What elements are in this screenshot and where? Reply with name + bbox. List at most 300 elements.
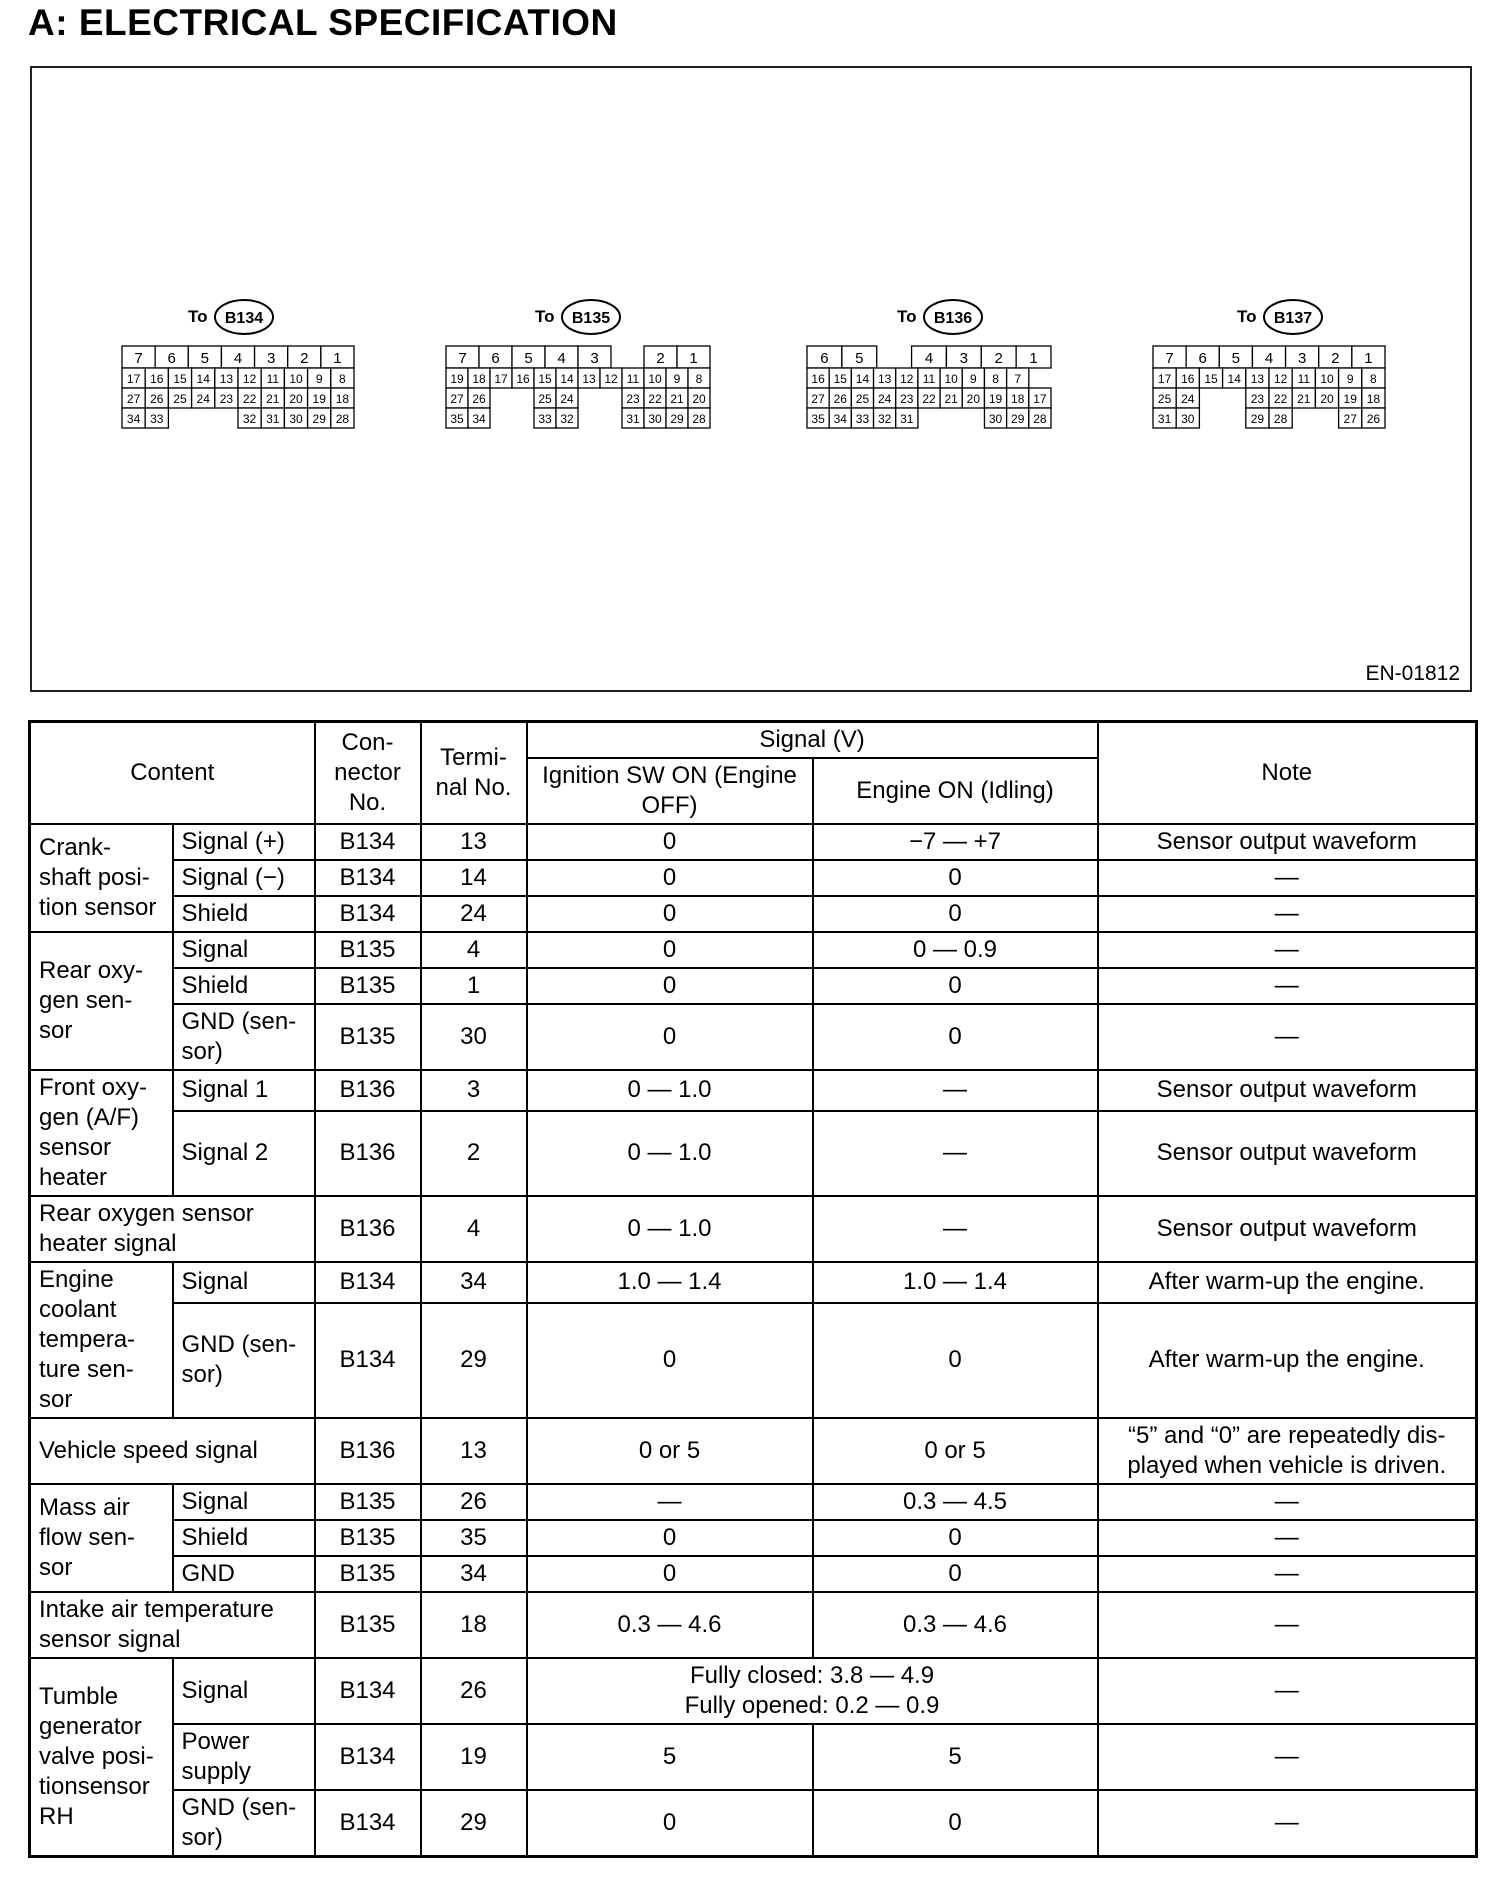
pin-number: 23 xyxy=(1250,392,1265,406)
connector-cell: B135 xyxy=(315,1520,421,1556)
pin-number: 19 xyxy=(1343,392,1357,406)
engine-on-cell: −7 — +7 xyxy=(813,824,1098,860)
ignition-on-cell: 0 xyxy=(527,932,813,968)
pin-number: 14 xyxy=(196,372,210,386)
pin-number: 25 xyxy=(855,392,870,406)
pin-number: 14 xyxy=(1227,372,1241,386)
table-row xyxy=(30,968,1477,1004)
pin-number: 29 xyxy=(1011,412,1025,426)
connector-cell: B134 xyxy=(315,860,421,896)
engine-on-cell: — xyxy=(813,1111,1098,1197)
pin-number: 15 xyxy=(833,372,847,386)
terminal-cell: 18 xyxy=(421,1592,527,1658)
pin-number: 13 xyxy=(1250,372,1265,386)
connector-id: B135 xyxy=(571,310,611,327)
pin-number: 9 xyxy=(970,372,977,386)
sub-content-cell: Power supply xyxy=(173,1724,315,1790)
pin-number: 18 xyxy=(472,372,486,386)
connector-cell: B136 xyxy=(315,1070,421,1111)
terminal-cell: 34 xyxy=(421,1262,527,1303)
ignition-on-cell: 0.3 — 4.6 xyxy=(527,1592,813,1658)
pin-number: 7 xyxy=(134,350,143,367)
pin-number: 16 xyxy=(516,372,530,386)
pin-number: 17 xyxy=(1033,392,1047,406)
table-row xyxy=(30,1520,1477,1556)
pin-number: 17 xyxy=(1157,372,1172,386)
ignition-on-cell: 0 xyxy=(527,860,813,896)
pin-number: 17 xyxy=(494,372,508,386)
pin-number: 23 xyxy=(900,392,914,406)
pin-number: 22 xyxy=(922,392,936,406)
connector-cell: B134 xyxy=(315,1790,421,1857)
table-row xyxy=(30,1724,1477,1790)
terminal-cell: 13 xyxy=(421,1418,527,1484)
engine-on-cell: 0 — 0.9 xyxy=(813,932,1098,968)
engine-on-cell: 0 xyxy=(813,1520,1098,1556)
table-row xyxy=(30,1070,1477,1111)
table-row xyxy=(30,1556,1477,1592)
sub-content-cell: GND (sen- sor) xyxy=(173,1303,315,1418)
pin-number: 4 xyxy=(233,350,243,367)
pin-number: 20 xyxy=(966,392,981,406)
terminal-cell: 4 xyxy=(421,1196,527,1262)
content-cell: Mass air flow sen- sor xyxy=(30,1484,173,1592)
pin-number: 6 xyxy=(820,350,829,367)
note-cell: Sensor output waveform xyxy=(1098,824,1477,860)
merged-signal-line: Fully opened: 0.2 — 0.9 xyxy=(684,1692,940,1719)
table-row xyxy=(30,824,1477,860)
pin-number: 6 xyxy=(491,350,500,367)
pin-number: 16 xyxy=(1181,372,1195,386)
ignition-on-cell: 0 — 1.0 xyxy=(527,1196,813,1262)
terminal-cell: 19 xyxy=(421,1724,527,1790)
note-cell: — xyxy=(1098,1520,1477,1556)
pin-number: 26 xyxy=(472,392,486,406)
table-row xyxy=(30,932,1477,968)
connector-cell: B136 xyxy=(315,1418,421,1484)
connector-b134 xyxy=(122,300,354,428)
pin-number: 28 xyxy=(692,412,706,426)
sub-content-cell: GND xyxy=(173,1556,315,1592)
connector-diagram-svg xyxy=(32,68,1470,690)
terminal-cell: 30 xyxy=(421,1004,527,1070)
engine-on-cell: 5 xyxy=(813,1724,1098,1790)
pin-number: 35 xyxy=(811,412,825,426)
pin-number: 7 xyxy=(1014,372,1022,386)
pin-number: 1 xyxy=(333,350,342,367)
to-label: To xyxy=(1237,307,1257,326)
terminal-cell: 26 xyxy=(421,1658,527,1724)
engine-on-cell: 0 xyxy=(813,1556,1098,1592)
pin-number: 31 xyxy=(626,412,640,426)
sub-content-cell: Signal xyxy=(173,1658,315,1724)
connector-cell: B135 xyxy=(315,1004,421,1070)
pin-number: 3 xyxy=(1297,350,1307,367)
engine-on-cell: 0.3 — 4.5 xyxy=(813,1484,1098,1520)
note-cell: — xyxy=(1098,1592,1477,1658)
pin-number: 4 xyxy=(1264,350,1274,367)
pin-number: 26 xyxy=(150,392,164,406)
header-content: Content xyxy=(30,722,315,825)
note-cell: — xyxy=(1098,1658,1477,1724)
sub-content-cell: Signal 2 xyxy=(173,1111,315,1197)
pin-number: 1 xyxy=(689,350,698,367)
ignition-on-cell: 0 or 5 xyxy=(527,1418,813,1484)
pin-number: 9 xyxy=(1346,372,1354,386)
engine-on-cell: 0 xyxy=(813,1790,1098,1857)
pin-number: 9 xyxy=(315,372,323,386)
connector-cell: B136 xyxy=(315,1196,421,1262)
terminal-cell: 2 xyxy=(421,1111,527,1197)
pin-number: 3 xyxy=(590,350,599,367)
sub-content-cell: Shield xyxy=(173,968,315,1004)
pin-number: 25 xyxy=(538,392,552,406)
pin-number: 13 xyxy=(582,372,596,386)
pin-number: 11 xyxy=(626,372,640,386)
sub-content-cell: Signal xyxy=(173,1484,315,1520)
pin-number: 20 xyxy=(1320,392,1334,406)
table-row xyxy=(30,860,1477,896)
ignition-on-cell: 0 xyxy=(527,1004,813,1070)
pin-number: 10 xyxy=(1320,372,1334,386)
to-label: To xyxy=(535,307,555,326)
pin-number: 5 xyxy=(524,350,533,367)
pin-number: 21 xyxy=(670,392,684,406)
pin-number: 6 xyxy=(1198,350,1207,367)
note-cell: — xyxy=(1098,860,1477,896)
pin-number: 27 xyxy=(126,392,141,406)
sub-content-cell: Signal (−) xyxy=(173,860,315,896)
header-ignition-on: Ignition SW ON (Engine OFF) xyxy=(527,758,813,824)
ignition-on-cell: 1.0 — 1.4 xyxy=(527,1262,813,1303)
ignition-on-cell: 0 — 1.0 xyxy=(527,1111,813,1197)
table-row xyxy=(30,896,1477,932)
sub-content-cell: Signal (+) xyxy=(173,824,315,860)
connector-cell: B135 xyxy=(315,1556,421,1592)
connector-b136 xyxy=(807,300,1051,428)
pin-number: 21 xyxy=(266,392,280,406)
pin-number: 24 xyxy=(877,392,892,406)
pin-number: 33 xyxy=(150,412,164,426)
pin-number: 1 xyxy=(1029,350,1038,367)
pin-number: 5 xyxy=(855,350,864,367)
pin-number: 20 xyxy=(289,392,303,406)
pin-number: 34 xyxy=(833,412,847,426)
connector-cell: B134 xyxy=(315,896,421,932)
content-cell: Engine coolant tempera- ture sen- sor xyxy=(30,1262,173,1418)
pin-number: 20 xyxy=(692,392,706,406)
header-signal: Signal (V) xyxy=(527,722,1098,759)
content-cell: Vehicle speed signal xyxy=(30,1418,315,1484)
content-cell: Rear oxy- gen sen- sor xyxy=(30,932,173,1070)
spec-table-body xyxy=(30,824,1477,1857)
ignition-on-cell: 0 xyxy=(527,968,813,1004)
pin-number: 27 xyxy=(1343,412,1357,426)
pin-number: 24 xyxy=(1181,392,1195,406)
connector-id: B136 xyxy=(933,310,973,327)
content-cell: Front oxy- gen (A/F) sensor heater xyxy=(30,1070,173,1196)
table-row xyxy=(30,1004,1477,1070)
pin-number: 7 xyxy=(458,350,467,367)
pin-number: 25 xyxy=(173,392,187,406)
sub-content-cell: Signal xyxy=(173,1262,315,1303)
pin-number: 14 xyxy=(560,372,574,386)
note-cell: — xyxy=(1098,968,1477,1004)
content-cell: Crank- shaft posi- tion sensor xyxy=(30,824,173,932)
terminal-cell: 26 xyxy=(421,1484,527,1520)
pin-number: 30 xyxy=(988,412,1003,426)
terminal-cell: 13 xyxy=(421,824,527,860)
pin-number: 23 xyxy=(626,392,640,406)
connector-cell: B136 xyxy=(315,1111,421,1197)
engine-on-cell: 1.0 — 1.4 xyxy=(813,1262,1098,1303)
terminal-cell: 4 xyxy=(421,932,527,968)
pin-number: 15 xyxy=(538,372,552,386)
pin-number: 11 xyxy=(266,372,280,386)
connector-b135 xyxy=(446,300,710,428)
connector-b137 xyxy=(1153,300,1385,428)
pin-number: 8 xyxy=(695,372,703,386)
pin-number: 19 xyxy=(312,392,326,406)
pin-number: 5 xyxy=(1231,350,1241,367)
pin-number: 13 xyxy=(219,372,234,386)
note-cell: Sensor output waveform xyxy=(1098,1196,1477,1262)
pin-number: 29 xyxy=(312,412,326,426)
ignition-on-cell: 0 xyxy=(527,896,813,932)
table-row xyxy=(30,1196,1477,1262)
pin-number: 30 xyxy=(648,412,662,426)
table-row xyxy=(30,1262,1477,1303)
sub-content-cell: Shield xyxy=(173,1520,315,1556)
ignition-on-cell: 0 xyxy=(527,1520,813,1556)
note-cell: After warm-up the engine. xyxy=(1098,1262,1477,1303)
header-engine-on: Engine ON (Idling) xyxy=(813,758,1098,824)
pin-number: 21 xyxy=(944,392,958,406)
pin-number: 34 xyxy=(472,412,486,426)
note-cell: — xyxy=(1098,1556,1477,1592)
pin-number: 5 xyxy=(200,350,210,367)
pin-number: 24 xyxy=(196,392,210,406)
terminal-cell: 29 xyxy=(421,1303,527,1418)
content-cell: Tumble generator valve posi- tionsensor RH xyxy=(30,1658,173,1857)
sub-content-cell: Signal xyxy=(173,932,315,968)
terminal-cell: 1 xyxy=(421,968,527,1004)
table-row xyxy=(30,1592,1477,1658)
connector-cell: B135 xyxy=(315,932,421,968)
pin-number: 16 xyxy=(150,372,164,386)
engine-on-cell: 0 xyxy=(813,1303,1098,1418)
pin-number: 2 xyxy=(300,350,309,367)
pin-number: 6 xyxy=(167,350,176,367)
pin-number: 15 xyxy=(1204,372,1218,386)
table-row xyxy=(30,1790,1477,1857)
pin-number: 24 xyxy=(560,392,574,406)
pin-number: 9 xyxy=(673,372,681,386)
pin-number: 18 xyxy=(1366,392,1381,406)
electrical-spec-table xyxy=(28,720,1478,1858)
pin-number: 10 xyxy=(289,372,303,386)
table-row xyxy=(30,1658,1477,1724)
note-cell: — xyxy=(1098,932,1477,968)
table-row xyxy=(30,1484,1477,1520)
pin-number: 3 xyxy=(266,350,276,367)
note-cell: “5” and “0” are repeatedly dis- played when vehicle is driven. xyxy=(1098,1418,1477,1484)
pin-number: 26 xyxy=(1366,412,1381,426)
pin-number: 31 xyxy=(900,412,914,426)
pin-number: 21 xyxy=(1297,392,1311,406)
figure-code: EN-01812 xyxy=(1365,662,1460,685)
ignition-on-cell: 0 xyxy=(527,824,813,860)
pin-number: 4 xyxy=(924,350,934,367)
pin-number: 16 xyxy=(811,372,825,386)
pin-number: 29 xyxy=(670,412,684,426)
pin-number: 29 xyxy=(1250,412,1265,426)
connector-id: B134 xyxy=(224,310,264,327)
pin-number: 28 xyxy=(1273,412,1288,426)
pin-number: 32 xyxy=(560,412,574,426)
pin-number: 10 xyxy=(944,372,958,386)
sub-content-cell: GND (sen- sor) xyxy=(173,1004,315,1070)
engine-on-cell: 0 xyxy=(813,968,1098,1004)
content-cell: Intake air temperature sensor signal xyxy=(30,1592,315,1658)
note-cell: — xyxy=(1098,1724,1477,1790)
pin-number: 32 xyxy=(242,412,257,426)
pin-number: 31 xyxy=(1157,412,1172,426)
connector-cell: B134 xyxy=(315,824,421,860)
engine-on-cell: 0 xyxy=(813,860,1098,896)
pin-number: 19 xyxy=(450,372,464,386)
pin-number: 8 xyxy=(1370,372,1377,386)
merged-signal-line: Fully closed: 3.8 — 4.9 xyxy=(689,1662,935,1689)
to-label: To xyxy=(188,307,208,326)
table-row xyxy=(30,1303,1477,1418)
pin-number: 12 xyxy=(242,372,257,386)
engine-on-cell: — xyxy=(813,1196,1098,1262)
pin-number: 3 xyxy=(959,350,969,367)
pin-number: 30 xyxy=(289,412,303,426)
table-row xyxy=(30,1111,1477,1197)
pin-number: 19 xyxy=(988,392,1003,406)
pin-number: 2 xyxy=(1331,350,1340,367)
engine-on-cell: 0 or 5 xyxy=(813,1418,1098,1484)
pin-number: 28 xyxy=(335,412,350,426)
pin-number: 8 xyxy=(992,372,999,386)
pin-number: 27 xyxy=(811,392,825,406)
content-cell: Rear oxygen sensor heater signal xyxy=(30,1196,315,1262)
pin-number: 18 xyxy=(335,392,350,406)
pin-number: 32 xyxy=(877,412,892,426)
pin-number: 35 xyxy=(450,412,464,426)
pin-number: 27 xyxy=(450,392,464,406)
connector-cell: B134 xyxy=(315,1303,421,1418)
sub-content-cell: Signal 1 xyxy=(173,1070,315,1111)
pin-number: 13 xyxy=(877,372,892,386)
pin-number: 14 xyxy=(855,372,870,386)
pin-number: 22 xyxy=(1273,392,1288,406)
pin-number: 12 xyxy=(604,372,618,386)
connector-cell: B135 xyxy=(315,1484,421,1520)
connector-diagram xyxy=(30,66,1472,692)
pin-number: 33 xyxy=(855,412,870,426)
connector-cell: B135 xyxy=(315,1592,421,1658)
ignition-on-cell: 0 — 1.0 xyxy=(527,1070,813,1111)
ignition-on-cell: 0 xyxy=(527,1790,813,1857)
note-cell: — xyxy=(1098,1004,1477,1070)
pin-number: 17 xyxy=(126,372,141,386)
sub-content-cell: GND (sen- sor) xyxy=(173,1790,315,1857)
header-note: Note xyxy=(1098,722,1477,825)
ignition-on-cell: 0 xyxy=(527,1303,813,1418)
ignition-on-cell: 5 xyxy=(527,1724,813,1790)
pin-number: 15 xyxy=(173,372,187,386)
pin-number: 11 xyxy=(1297,372,1311,386)
pin-number: 7 xyxy=(1165,350,1174,367)
terminal-cell: 3 xyxy=(421,1070,527,1111)
engine-on-cell: 0 xyxy=(813,896,1098,932)
header-connector: Con- nector No. xyxy=(315,722,421,825)
pin-number: 4 xyxy=(557,350,566,367)
engine-on-cell: 0 xyxy=(813,1004,1098,1070)
note-cell: After warm-up the engine. xyxy=(1098,1303,1477,1418)
terminal-cell: 24 xyxy=(421,896,527,932)
connector-cell: B134 xyxy=(315,1658,421,1724)
connector-id: B137 xyxy=(1273,310,1313,327)
connector-cell: B135 xyxy=(315,968,421,1004)
pin-number: 11 xyxy=(922,372,936,386)
pin-number: 26 xyxy=(833,392,847,406)
note-cell: — xyxy=(1098,1484,1477,1520)
terminal-cell: 29 xyxy=(421,1790,527,1857)
note-cell: — xyxy=(1098,1790,1477,1857)
pin-number: 2 xyxy=(994,350,1003,367)
pin-number: 18 xyxy=(1011,392,1025,406)
sub-content-cell: Shield xyxy=(173,896,315,932)
pin-number: 10 xyxy=(648,372,662,386)
pin-number: 22 xyxy=(242,392,257,406)
connector-cell: B134 xyxy=(315,1262,421,1303)
pin-number: 12 xyxy=(900,372,914,386)
pin-number: 30 xyxy=(1181,412,1195,426)
ignition-on-cell: 0 xyxy=(527,1556,813,1592)
pin-number: 25 xyxy=(1157,392,1172,406)
pin-number: 1 xyxy=(1364,350,1373,367)
header-terminal: Termi- nal No. xyxy=(421,722,527,825)
pin-number: 2 xyxy=(656,350,665,367)
note-cell: Sensor output waveform xyxy=(1098,1070,1477,1111)
pin-number: 23 xyxy=(219,392,234,406)
merged-signal-cell xyxy=(527,1658,1098,1724)
table-row xyxy=(30,1418,1477,1484)
engine-on-cell: — xyxy=(813,1070,1098,1111)
pin-number: 34 xyxy=(126,412,141,426)
terminal-cell: 34 xyxy=(421,1556,527,1592)
page-title: A: ELECTRICAL SPECIFICATION xyxy=(28,2,618,43)
pin-number: 31 xyxy=(266,412,280,426)
connector-cell: B134 xyxy=(315,1724,421,1790)
note-cell: Sensor output waveform xyxy=(1098,1111,1477,1197)
terminal-cell: 14 xyxy=(421,860,527,896)
ignition-on-cell: — xyxy=(527,1484,813,1520)
pin-number: 12 xyxy=(1273,372,1288,386)
pin-number: 8 xyxy=(339,372,346,386)
to-label: To xyxy=(897,307,917,326)
note-cell: — xyxy=(1098,896,1477,932)
terminal-cell: 35 xyxy=(421,1520,527,1556)
pin-number: 22 xyxy=(648,392,662,406)
pin-number: 28 xyxy=(1033,412,1047,426)
pin-number: 33 xyxy=(538,412,552,426)
engine-on-cell: 0.3 — 4.6 xyxy=(813,1592,1098,1658)
